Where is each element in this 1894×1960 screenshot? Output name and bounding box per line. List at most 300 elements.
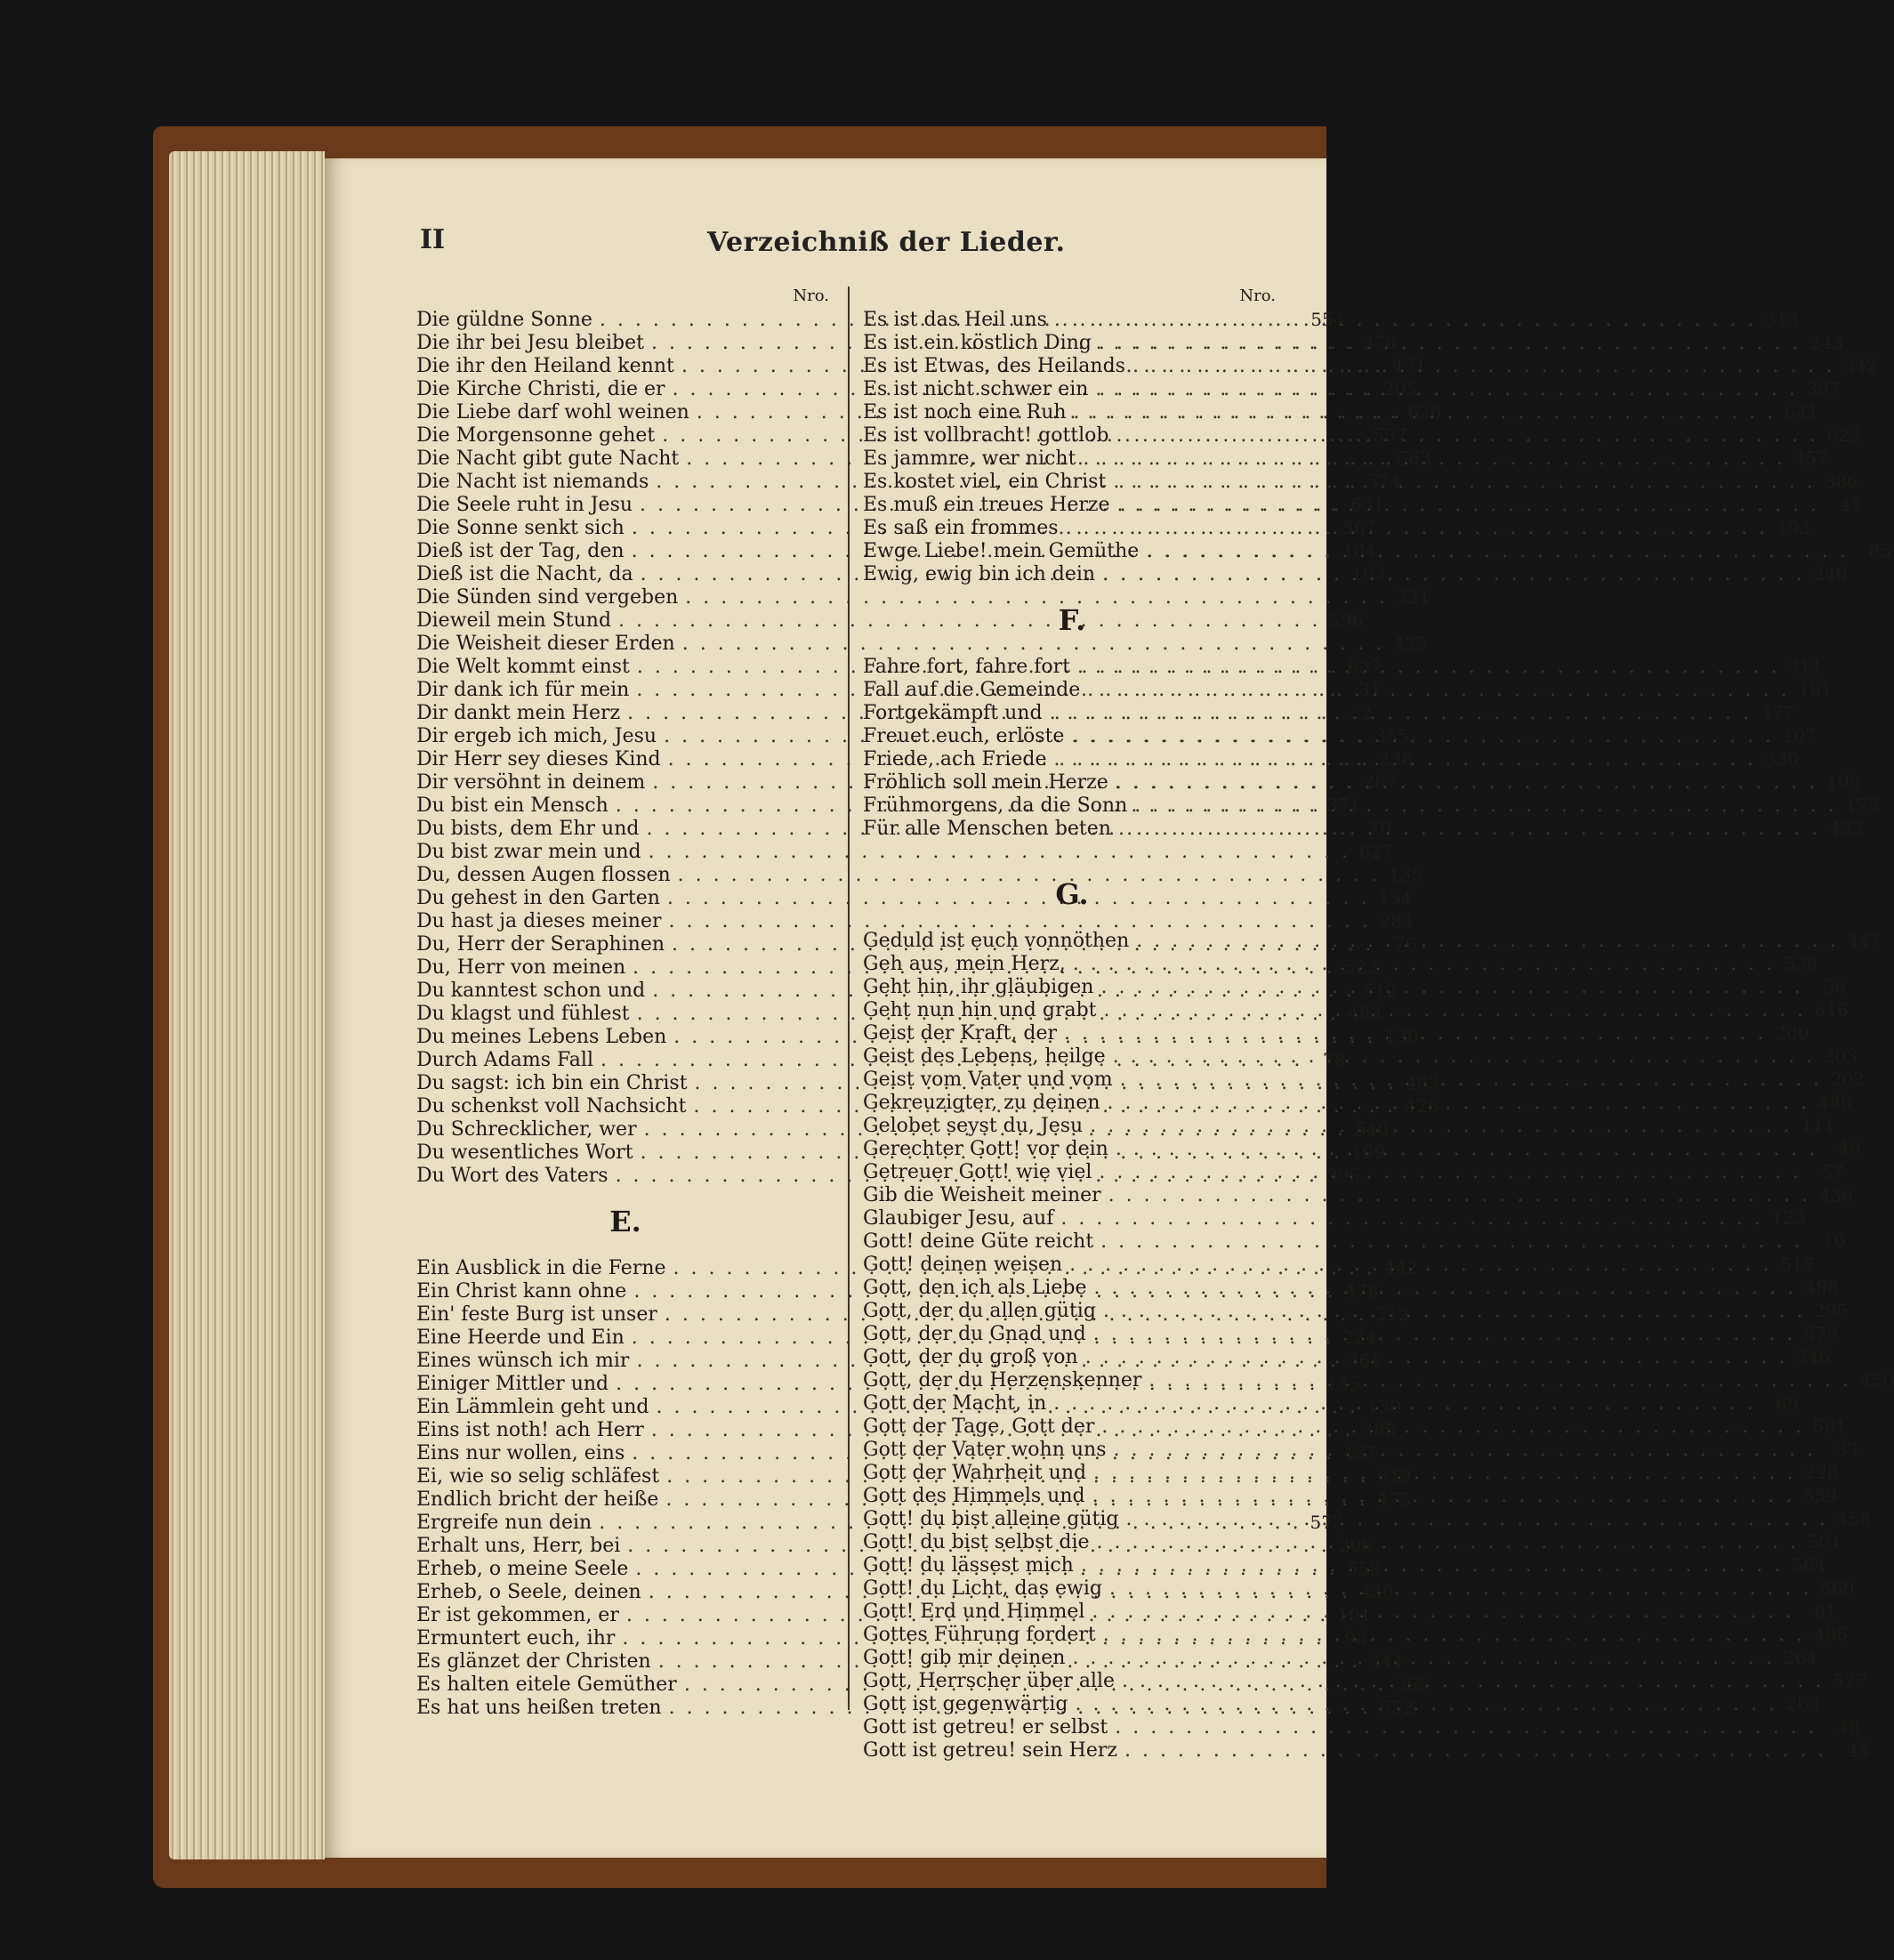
entry-number: 552	[1379, 1697, 1414, 1718]
dot-leader	[1093, 1462, 1795, 1485]
dot-leader	[1101, 1416, 1803, 1439]
entry-number: 596	[1329, 609, 1364, 631]
nro-header: Nro.	[1239, 286, 1276, 305]
dot-leader	[1100, 1230, 1802, 1254]
entry-title: Glaubiger Jesu, auf	[863, 1207, 1054, 1230]
entry-title: Geh aus, mein Herz,	[863, 953, 1066, 975]
entry-number: 57	[1821, 1161, 1844, 1182]
entry-title: Dieß ist der Tag, den	[416, 540, 625, 562]
entry-title: Es saß ein frommes	[863, 517, 1059, 539]
entry-number: 111	[1801, 1115, 1835, 1136]
entry-title: Du, Herr von meinen	[416, 956, 626, 979]
entry-number: 78	[1323, 1049, 1346, 1070]
entry-title: Es ist Etwas, des Heilands	[863, 355, 1125, 377]
dot-leader	[1066, 517, 1768, 540]
entry-number: 540	[1354, 1118, 1390, 1140]
entry-title: Du bists, dem Ehr und	[416, 818, 640, 840]
entry-title: Die Kirche Christi, die er	[416, 378, 665, 400]
entry-number: 193	[1776, 517, 1811, 538]
dot-leader	[1064, 1022, 1766, 1045]
entry-title: Geht hin, ihr gläubigen	[863, 976, 1094, 998]
entry-number: 49	[1837, 1138, 1861, 1159]
entry-title: Gott der Macht, in	[863, 1392, 1047, 1415]
entry-number: 437	[1342, 1442, 1377, 1464]
entry-title: Gott der Vater wohn uns	[863, 1439, 1107, 1461]
entry-number: 47	[1839, 494, 1862, 515]
entry-title: Ermuntert euch, ihr	[416, 1627, 616, 1649]
entry-number: 365	[1395, 1674, 1430, 1695]
entry-title: Geist der Kraft, der	[863, 1022, 1058, 1045]
entry-number: 558	[1346, 1558, 1381, 1579]
dot-leader	[1120, 1069, 1822, 1092]
entry-title: Gott! du lässest mich	[863, 1554, 1074, 1577]
dot-leader	[1116, 771, 1817, 794]
entry-title: Die Morgensonne gehet	[416, 424, 656, 447]
entry-title: Gott ist getreu! er selbst	[863, 1716, 1108, 1738]
index-entry	[416, 886, 1413, 909]
index-entry	[863, 1715, 1860, 1738]
entry-title: Gerechter Gott! vor dein	[863, 1138, 1108, 1160]
entry-title: Die Liebe darf wohl weinen	[416, 401, 689, 423]
entry-title: Die Sonne senkt sich	[416, 517, 625, 539]
entry-title: Gott! du Licht, das ewig	[863, 1577, 1102, 1600]
entry-title: Es glänzet der Christen	[416, 1650, 651, 1673]
dot-leader	[1073, 953, 1775, 976]
entry-title: Die Welt kommt einst	[416, 656, 630, 678]
entry-number: 386	[1824, 471, 1858, 492]
dot-leader	[1134, 794, 1836, 818]
entry-number: 458	[1836, 1508, 1871, 1529]
entry-number: 205	[1382, 378, 1418, 399]
entry-number: 457	[1793, 448, 1828, 469]
dot-leader	[1104, 999, 1806, 1022]
entry-number: 387	[1806, 378, 1841, 399]
entry-title: Die Sünden sind vergeben	[416, 586, 679, 609]
dot-leader	[1053, 1392, 1755, 1416]
entry-number: 161	[1798, 679, 1833, 700]
entry-title: Die Weisheit dieser Erden	[416, 633, 675, 655]
entry-number: 264	[1783, 1647, 1817, 1668]
entry-title: Er ist gekommen, er	[416, 1604, 619, 1626]
entry-number: 31	[1358, 679, 1382, 700]
entry-number: 104	[1342, 540, 1377, 561]
entry-number: 56	[1823, 976, 1846, 997]
entry-number: 496	[1813, 1624, 1849, 1645]
entry-number: 321	[1396, 586, 1431, 608]
entry-title: Ergreife nun dein	[416, 1512, 592, 1534]
dot-leader	[1092, 1485, 1794, 1508]
entry-number: 85	[1868, 540, 1891, 561]
entry-title: Dir versöhnt in deinem	[416, 771, 646, 794]
entry-title: Geht nun hin und grabt	[863, 999, 1097, 1021]
entry-number: 33	[1835, 1439, 1858, 1460]
entry-title: Ein Lämmlein geht und	[416, 1396, 649, 1418]
dot-leader	[1136, 930, 1838, 953]
entry-number: 420	[1359, 1581, 1394, 1602]
entry-title: Ein' feste Burg ist unser	[416, 1303, 657, 1326]
dot-leader	[1148, 1369, 1850, 1392]
entry-title: Gott! deine Güte reicht	[863, 1230, 1094, 1253]
entry-title: Gott, den ich als Liebe	[863, 1277, 1087, 1299]
entry-title: Die güldne Sonne	[416, 309, 592, 331]
entry-title: Dieß ist die Nacht, da	[416, 563, 633, 585]
entry-number: 103	[1350, 563, 1386, 585]
entry-number: 105	[1826, 771, 1861, 793]
index-entry	[863, 1230, 1846, 1253]
entry-title: Du, Herr der Seraphinen	[416, 933, 665, 956]
entry-title: Gott der Wahrheit und	[863, 1462, 1087, 1484]
entry-title: Gott, der du Herzenskenner	[863, 1369, 1142, 1391]
page-edges	[169, 151, 325, 1859]
entry-title: Eins nur wollen, eins	[416, 1442, 625, 1464]
entry-number: 512	[1363, 980, 1398, 1001]
dot-leader	[1077, 656, 1779, 679]
dot-leader	[1085, 1346, 1787, 1369]
entry-number: 546	[1796, 1346, 1831, 1367]
entry-number: 478	[1344, 1280, 1379, 1302]
entry-title: Geduld ist euch vonnöthen	[863, 930, 1130, 952]
dot-leader	[1093, 1277, 1795, 1300]
dot-leader	[1097, 1531, 1799, 1554]
dot-leader	[1146, 540, 1848, 563]
entry-title: Es muß ein treues Herze	[863, 494, 1110, 516]
index-entry	[416, 585, 1431, 609]
entry-number: 483	[1347, 1003, 1382, 1024]
entry-number: 342	[1843, 355, 1878, 376]
entry-title: Du meines Lebens Leben	[416, 1026, 667, 1048]
entry-title: Die Seele ruht in Jesu	[416, 494, 633, 516]
entry-title: Gott ist gegenwärtig	[863, 1693, 1068, 1715]
entry-title: Fröhlich soll mein Herze	[863, 771, 1108, 794]
entry-number: 211	[1788, 656, 1823, 677]
entry-number: 563	[1397, 448, 1431, 469]
dot-leader	[1116, 494, 1818, 517]
entry-number: 200	[1775, 1022, 1809, 1044]
section-letter-e: E.	[609, 1205, 641, 1238]
entry-title: Du sagst: ich bin ein Christ	[416, 1072, 688, 1094]
entry-title: Die Nacht ist niemands	[416, 471, 649, 493]
entry-number: 447	[1847, 930, 1882, 951]
entry-number: 371	[1326, 794, 1361, 816]
entry-number: 263	[1785, 1693, 1820, 1714]
index-entry	[863, 1183, 1854, 1206]
entry-number: 619	[1377, 1465, 1412, 1487]
entry-title: Frühmorgens, da die Sonn	[863, 794, 1128, 817]
dot-leader	[1083, 448, 1785, 471]
entry-title: Eines wünsch ich mir	[416, 1350, 630, 1372]
entry-number: 284	[1379, 910, 1414, 932]
index-entry	[416, 909, 1414, 932]
entry-title: Ewig, ewig bin ich dein	[863, 563, 1096, 585]
dot-leader	[1090, 1115, 1792, 1138]
entry-number: 361	[1347, 1350, 1382, 1371]
section-letter-f: F.	[1058, 603, 1086, 637]
index-entry	[416, 609, 1364, 632]
entry-title: Gott des Himmels und	[863, 1485, 1085, 1507]
entry-number: 573	[1310, 1512, 1344, 1533]
entry-number: 631	[1350, 494, 1385, 515]
dot-leader	[1100, 976, 1802, 999]
entry-number: 385	[1362, 1419, 1397, 1440]
dot-leader	[1081, 1554, 1783, 1577]
entry-title: Fahre fort, fahre fort	[863, 656, 1071, 678]
entry-number: 238	[1378, 748, 1414, 770]
entry-title: Fall auf die Gemeinde	[863, 679, 1081, 701]
dot-leader	[1053, 748, 1755, 771]
entry-title: Dir ergeb ich mich, Jesu	[416, 725, 657, 747]
entry-title: Fortgekämpft und	[863, 702, 1043, 724]
entry-number: 173	[1845, 794, 1880, 816]
entry-number: 637	[1348, 656, 1382, 677]
dot-leader	[1113, 471, 1815, 494]
entry-number: 203	[1823, 1045, 1858, 1067]
section-letter-g: G.	[1055, 877, 1089, 911]
entry-title: Du klagst und fühlest	[416, 1003, 630, 1025]
entry-title: Es jammre, wer nicht	[863, 448, 1076, 470]
entry-number: 581	[1812, 1416, 1847, 1437]
dot-leader	[1125, 1508, 1827, 1531]
entry-title: Gott! Erd und Himmel	[863, 1601, 1085, 1623]
dot-leader	[1093, 1323, 1795, 1346]
running-title: Verzeichniß der Lieder.	[707, 227, 1066, 258]
entry-title: Geist vom Vater und vom	[863, 1069, 1113, 1091]
entry-title: Du gehest in den Garten	[416, 887, 660, 909]
dot-leader	[1092, 1601, 1793, 1624]
entry-title: Es ist ein köstlich Ding	[863, 332, 1092, 354]
entry-number: 134	[1378, 887, 1413, 908]
entry-title: Gekreuzigter, zu deinen	[863, 1092, 1100, 1114]
entry-number: 76	[1394, 933, 1417, 955]
dot-leader	[1103, 1624, 1805, 1647]
dot-leader	[1069, 1254, 1771, 1277]
entry-title: Gelobet seyst du, Jesu	[863, 1115, 1084, 1137]
entry-number: 557	[1373, 424, 1407, 446]
entry-title: Endlich bricht der heiße	[416, 1488, 659, 1511]
entry-number: 355	[1374, 725, 1409, 746]
entry-number: 267	[1363, 771, 1398, 793]
entry-title: Gott ist getreu! sein Herz	[863, 1739, 1117, 1762]
entry-number: 10	[1823, 1230, 1846, 1252]
entry-title: Du bist zwar mein und	[416, 841, 641, 863]
index-entry	[416, 840, 1394, 863]
entry-number: 295	[1814, 1300, 1849, 1321]
entry-title: Die ihr den Heiland kennt	[416, 355, 674, 377]
entry-title: Du, dessen Augen flossen	[416, 864, 671, 886]
entry-title: Durch Adams Fall	[416, 1049, 593, 1071]
dot-leader	[1103, 1300, 1805, 1323]
entry-number: 69	[1776, 1392, 1799, 1414]
entry-title: Gottes Führung fordert	[863, 1624, 1096, 1646]
entry-number: 130	[1384, 1026, 1419, 1047]
entry-title: Für alle Menschen beten	[863, 818, 1111, 840]
entry-title: Gott, der du groß von	[863, 1346, 1078, 1368]
entry-title: Getreuer Gott! wie viel	[863, 1161, 1092, 1183]
entry-title: Die ihr bei Jesu bleibet	[416, 332, 644, 354]
entry-title: Dir dankt mein Herz	[416, 702, 621, 724]
entry-number: 376	[1362, 332, 1397, 353]
entry-title: Du Wort des Vaters	[416, 1165, 608, 1187]
entry-title: Dieweil mein Stund	[416, 609, 612, 632]
entry-title: Gott! du bist alleine gütig	[863, 1508, 1119, 1530]
entry-title: Gott, der du Gnad und	[863, 1323, 1086, 1345]
entry-number: 517	[1780, 1254, 1815, 1275]
entry-number: 442	[1383, 1257, 1418, 1278]
entry-number: 32	[1350, 702, 1373, 723]
entry-number: 330	[1764, 748, 1799, 770]
entry-number: 135	[1388, 864, 1423, 885]
dot-leader	[1087, 679, 1789, 702]
entry-number: 475	[1376, 1488, 1411, 1510]
entry-title: Es halten eitele Gemüther	[416, 1674, 677, 1696]
dot-leader	[1050, 702, 1752, 725]
entry-number: 243	[1809, 332, 1844, 353]
entry-number: 471	[1392, 355, 1427, 376]
entry-number: 527	[1833, 1670, 1867, 1691]
entry-title: Ein Ausblick in die Ferne	[416, 1257, 666, 1279]
dot-leader	[1116, 424, 1818, 448]
nro-header: Nro.	[793, 286, 829, 305]
entry-title: Es ist das Heil uns	[863, 309, 1047, 331]
dot-leader	[1118, 818, 1820, 841]
entry-title: Gott, Herrscher über alle	[863, 1670, 1116, 1692]
page-number: II	[420, 224, 446, 255]
entry-number: 123	[1771, 1207, 1806, 1229]
entry-number: 433	[1829, 818, 1864, 839]
entry-number: 641	[1784, 401, 1819, 423]
entry-number: 70	[1368, 818, 1391, 839]
entry-number: 426	[1404, 1095, 1439, 1117]
entry-title: Eins ist noth! ach Herr	[416, 1419, 644, 1441]
entry-title: Du Schrecklicher, wer	[416, 1118, 637, 1141]
dot-leader	[1099, 1161, 1801, 1184]
entry-number: 107	[1782, 725, 1817, 746]
index-entry	[416, 632, 1428, 655]
entry-number: 450	[1859, 1369, 1894, 1391]
entry-number: 522	[1343, 956, 1378, 978]
dot-leader	[1071, 725, 1773, 748]
entry-title: Dir dank ich für mein	[416, 679, 630, 701]
entry-number: 101	[1337, 1604, 1372, 1625]
entry-title: Erhalt uns, Herr, bei	[416, 1535, 621, 1557]
index-entry	[863, 1738, 1870, 1762]
entry-title: Ewge Liebe! mein Gemüthe	[863, 540, 1140, 562]
entry-number: 202	[1830, 1069, 1866, 1090]
entry-number: 579	[1803, 1323, 1839, 1344]
entry-title: Du wesentliches Wort	[416, 1141, 633, 1164]
dot-leader	[1054, 309, 1756, 332]
entry-number: 435	[1393, 633, 1428, 654]
entry-title: Eine Heerde und Ein	[416, 1327, 625, 1349]
entry-title: Es ist vollbracht! gottlob	[863, 424, 1109, 447]
entry-number: 622	[1826, 424, 1861, 446]
entry-title: Ei, wie so selig schläfest	[416, 1465, 660, 1488]
entry-number: 436	[1818, 1184, 1854, 1206]
entry-title: Es kostet viel, ein Christ	[863, 471, 1107, 493]
entry-number: 627	[1358, 841, 1394, 862]
entry-title: Gib die Weisheit meiner	[863, 1184, 1101, 1206]
entry-number: 560	[1820, 1577, 1855, 1599]
dot-leader	[1109, 1577, 1811, 1601]
entry-number: 109	[1350, 1141, 1386, 1163]
dot-leader	[1102, 563, 1804, 586]
entry-number: 564	[1792, 1554, 1826, 1576]
dot-leader	[1113, 1045, 1815, 1069]
dot-leader	[1060, 1207, 1762, 1230]
entry-title: Geist des Lebens, heilge	[863, 1045, 1106, 1068]
dot-leader	[1132, 355, 1834, 378]
entry-title: Es ist nicht schwer ein	[863, 378, 1089, 400]
entry-number: 501	[1807, 1531, 1842, 1553]
index-entry	[863, 1206, 1806, 1230]
entry-number: 559	[1802, 1485, 1838, 1506]
entry-title: Es hat uns heißen treten	[416, 1697, 662, 1719]
entry-number: 61	[1814, 1601, 1837, 1622]
dot-leader	[1072, 1647, 1774, 1670]
entry-number: 313	[1765, 309, 1800, 330]
entry-title: Friede, ach Friede	[863, 748, 1047, 770]
entry-number: 212	[1375, 1303, 1410, 1325]
entry-title: Gott der Tage, Gott der	[863, 1416, 1095, 1438]
entry-number: 477	[1760, 702, 1795, 723]
entry-number: 145	[1326, 1373, 1361, 1394]
entry-title: Du hast ja dieses meiner	[416, 910, 662, 932]
entry-title: Du bist ein Mensch	[416, 794, 608, 817]
entry-title: Gott, der du allen gütig	[863, 1300, 1096, 1322]
entry-number: 224	[1342, 1327, 1377, 1348]
dot-leader	[1074, 401, 1776, 424]
entry-number: 130	[1366, 1396, 1401, 1417]
dot-leader	[1075, 1693, 1777, 1716]
entry-title: Du kanntest schon und	[416, 980, 646, 1002]
dot-leader	[1122, 1670, 1824, 1693]
entry-title: Du schenkst voll Nachsicht	[416, 1095, 687, 1117]
dot-leader	[1115, 1716, 1817, 1739]
entry-title: Erheb, o meine Seele	[416, 1558, 629, 1580]
dot-leader	[1124, 1739, 1826, 1762]
entry-number: 538	[1783, 953, 1818, 974]
entry-title: Freuet euch, erlöste	[863, 725, 1065, 747]
entry-title: Die Nacht gibt gute Nacht	[416, 448, 680, 470]
dot-leader	[1108, 1184, 1810, 1207]
entry-title: Einiger Mittler und	[416, 1373, 609, 1395]
entry-number: 567	[1342, 517, 1377, 538]
entry-number: 228	[1804, 1462, 1839, 1483]
dot-leader	[1095, 378, 1797, 401]
entry-number: 574	[1366, 471, 1401, 492]
entry-number: 395	[1326, 1165, 1361, 1186]
entry-number: 45	[1846, 1739, 1870, 1761]
dot-leader	[1099, 332, 1801, 355]
section-gap	[863, 840, 1281, 859]
entry-number: 554	[1310, 309, 1345, 330]
dot-leader	[1116, 1138, 1817, 1161]
entry-title: Es ist noch eine Ruh	[863, 401, 1067, 423]
index-entry	[416, 863, 1423, 886]
entry-number: 98	[1344, 1627, 1367, 1649]
entry-number: 240	[1813, 563, 1848, 585]
entry-title: Gott! du bist selbst die	[863, 1531, 1090, 1553]
entry-number: 626	[1407, 401, 1442, 423]
entry-title: Ein Christ kann ohne	[416, 1280, 627, 1303]
entry-number: 344	[1368, 1650, 1404, 1672]
entry-number: 480	[1817, 1092, 1853, 1113]
entry-number: 488	[1804, 1277, 1839, 1298]
entry-title: Dir Herr sey dieses Kind	[416, 748, 661, 770]
entry-number: 403	[1405, 1072, 1439, 1093]
entry-number: 206	[1338, 1535, 1373, 1556]
entry-number: 46	[1837, 1716, 1860, 1738]
entry-number: 616	[1814, 999, 1849, 1020]
